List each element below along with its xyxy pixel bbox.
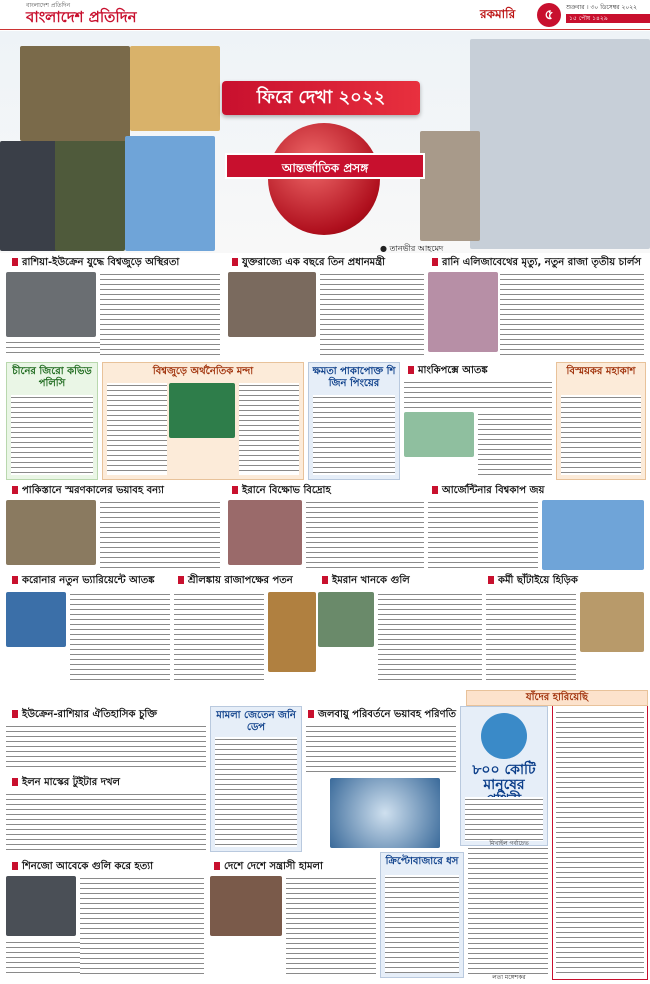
story-text [500, 272, 644, 357]
headline-russia-ukraine[interactable]: রাশিয়া-ইউক্রেন যুদ্ধে বিশ্বজুড়ে অস্থিরতা [12, 256, 179, 269]
byline: ● তানভীর আহমেদ [380, 244, 444, 253]
story-text [486, 592, 576, 682]
photo-terror [210, 876, 282, 936]
photo-abe [6, 876, 76, 936]
headline-twitter[interactable]: ইলন মাস্কের টুইটার দখল [12, 776, 120, 789]
story-text [6, 792, 206, 852]
hero-banner: ফিরে দেখা ২০২২ [222, 81, 420, 115]
story-text [286, 876, 376, 976]
story-text [306, 724, 456, 774]
photo-people [420, 131, 480, 241]
issue-date: শুক্রবার । ৩০ ডিসেম্বর ২০২২ ১৫ পৌষ ১৪২৯ [566, 3, 650, 23]
photo-uk-pms [228, 272, 316, 337]
box-crypto: ক্রিপ্টোবাজারে ধস [380, 852, 464, 978]
story-text [6, 940, 80, 976]
headline-pakistan-flood[interactable]: পাকিস্তানে স্মরণকালের ভয়াবহ বন্যা [12, 484, 164, 497]
section-title: রকমারি [480, 7, 516, 21]
box-xi: ক্ষমতা পাকাপোক্ত শি জিন পিংয়ের [308, 362, 400, 480]
logo-tagline: বাংলাদেশ প্রতিদিন [26, 2, 71, 9]
story-text [80, 876, 204, 976]
headline-layoffs[interactable]: কর্মী ছাঁটাইয়ে হিড়িক [488, 574, 578, 587]
story-text [100, 272, 220, 357]
box-johnny-depp: মামলা জেতেন জনি ডেপ [210, 706, 302, 852]
story-text [174, 592, 264, 682]
story-text [6, 340, 100, 357]
photo-soldier [20, 46, 130, 141]
headline-shinzo-abe[interactable]: শিনজো আবেকে গুলি করে হত্যা [12, 860, 153, 873]
photo-messi [125, 136, 215, 251]
headline-iran[interactable]: ইরানে বিক্ষোভ বিদ্রোহ [232, 484, 331, 497]
photo-iran [228, 500, 302, 565]
photo-layoffs [580, 592, 644, 652]
hero-collage [0, 31, 650, 253]
obituary-header: যাঁদের হারিয়েছি [466, 690, 648, 706]
photo-zelensky [55, 131, 125, 251]
photo-crowd [130, 46, 220, 131]
story-text [478, 412, 552, 478]
photo-covid [6, 592, 66, 647]
photo-queen [470, 39, 650, 249]
masthead [0, 0, 650, 30]
headline-monkeypox[interactable]: মাংকিপক্সে আতঙ্ক [408, 364, 488, 377]
story-text [320, 272, 424, 357]
headline-argentina[interactable]: আর্জেন্টিনার বিশ্বকাপ জয় [432, 484, 544, 497]
photo-recession [169, 383, 235, 438]
headline-covid-variant[interactable]: করোনার নতুন ভ্যারিয়েন্টে আতঙ্ক [12, 574, 155, 587]
photo-sri-lanka [268, 592, 316, 672]
photo-earth [481, 713, 527, 759]
story-text [378, 592, 482, 682]
box-china-covid: চীনের জিরো কভিড পলিসি [6, 362, 98, 480]
headline-sri-lanka[interactable]: শ্রীলঙ্কায় রাজাপক্ষের পতন [178, 574, 293, 587]
story-text [428, 500, 538, 570]
story-text [6, 724, 206, 768]
photo-imran [318, 592, 374, 647]
newspaper-logo[interactable]: বাংলাদেশ প্রতিদিন বাংলাদেশ প্রতিদিন [26, 2, 137, 26]
photo-argentina [542, 500, 644, 570]
hero-ribbon: আন্তর্জাতিক প্রসঙ্গ [225, 153, 425, 179]
page-number: ৫ [537, 3, 561, 27]
story-text [100, 500, 220, 570]
story-text [306, 500, 424, 570]
photo-putin [0, 141, 60, 251]
headline-imran[interactable]: ইমরান খানকে গুলি [322, 574, 410, 587]
obituary-text [556, 710, 644, 976]
headline-grain-deal[interactable]: ইউক্রেন-রাশিয়ার ঐতিহাসিক চুক্তি [12, 708, 157, 721]
story-text [404, 380, 552, 410]
headline-climate[interactable]: জলবায়ু পরিবর্তনে ভয়াবহ পরিণতি [308, 708, 456, 721]
headline-queen[interactable]: রানি এলিজাবেথের মৃত্যু, নতুন রাজা তৃতীয় চার্লস [432, 256, 641, 269]
obituary-caption-2: লতা মঙ্গেশকর [492, 974, 526, 981]
obituary-text [468, 846, 548, 976]
photo-monkeypox [404, 412, 474, 457]
headline-terror[interactable]: দেশে দেশে সন্ত্রাসী হামলা [214, 860, 323, 873]
obituary-caption-1: মিখাইল গর্বাচেভ [489, 840, 529, 847]
box-recession: বিশ্বজুড়ে অর্থনৈতিক মন্দা [102, 362, 304, 480]
headline-uk-pm[interactable]: যুক্তরাজ্যে এক বছরে তিন প্রধানমন্ত্রী [232, 256, 385, 269]
photo-queen-small [428, 272, 498, 352]
photo-flood [6, 500, 96, 565]
photo-storm [330, 778, 440, 848]
box-space: বিস্ময়কর মহাকাশ [556, 362, 646, 480]
box-population: ৮০০ কোটি মানুষের [460, 706, 548, 846]
photo-putin-zelensky [6, 272, 96, 337]
story-text [70, 592, 170, 682]
